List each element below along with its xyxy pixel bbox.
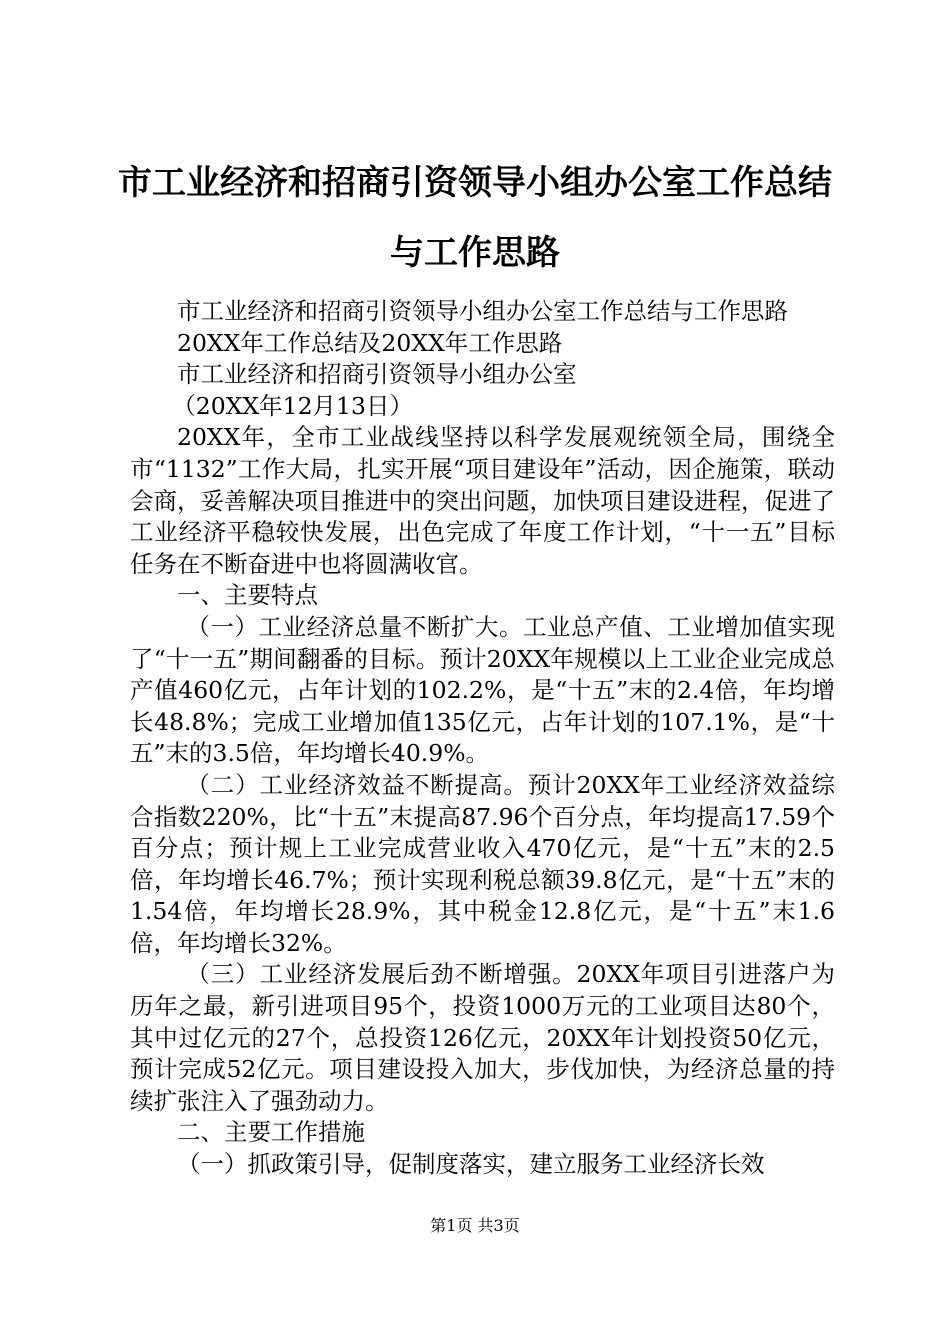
document-title: 市工业经济和招商引资领导小组办公室工作总结与工作思路 — [118, 163, 832, 273]
paragraph-overview: 20XX年，全市工业战线坚持以科学发展观统领全局，围绕全市“1132”工作大局，扎实开展“项目建设年”活动，因企施策，联动会商，妥善解决项目推进中的突出问题，加快项目建设进程，促进了工业经济平稳较快发展，出色完成了年度工作计划，“十一五”目标任务在不断奋进中也将圆满收官。 — [130, 423, 835, 578]
paragraph-issuer: 市工业经济和招商引资领导小组办公室 — [177, 360, 577, 389]
section-heading-main-features: 一、主要特点 — [177, 581, 318, 610]
paragraph-measure-1: （一）抓政策引导，促制度落实，建立服务工业经济长效 — [177, 1150, 765, 1179]
paragraph-subtitle: 20XX年工作总结及20XX年工作思路 — [177, 328, 563, 357]
section-heading-main-measures: 二、主要工作措施 — [177, 1118, 365, 1147]
paragraph-feature-1: （一）工业经济总量不断扩大。工业总产值、工业增加值实现了“十一五”期间翻番的目标。预计20XX年规模以上工业企业完成总产值460亿元，占年计划的102.2%，是“十五”末的2.4倍，年均增长48.8%；完成工业增加值135亿元，占年计划的107.1%，是“十五”末的3.5倍，年均增长40.9%。 — [130, 612, 835, 768]
paragraph-feature-2: （二）工业经济效益不断提高。预计20XX年工业经济效益综合指数220%，比“十五”末提高87.96个百分点，年均提高17.59个百分点；预计规上工业完成营业收入470亿元，是“十五”末的2.5倍，年均增长46.7%；预计实现利税总额39.8亿元，是“十五”末的1.54倍，年均增长28.9%，其中税金12.8亿元，是“十五”末1.6倍，年均增长32%。 — [130, 770, 835, 957]
paragraph-date: （20XX年12月13日） — [172, 391, 413, 420]
paragraph-feature-3: （三）工业经济发展后劲不断增强。20XX年项目引进落户为历年之最，新引进项目95个，投资1000万元的工业项目达80个，其中过亿元的27个，总投资126亿元，20XX年计划投资50亿元，预计完成52亿元。项目建设投入加大，步伐加快，为经济总量的持续扩张注入了强劲动力。 — [130, 960, 835, 1115]
page-footer: 第1页 共3页 — [430, 1216, 520, 1235]
document-body — [130, 296, 835, 1181]
paragraph-intro-title: 市工业经济和招商引资领导小组办公室工作总结与工作思路 — [177, 297, 788, 325]
